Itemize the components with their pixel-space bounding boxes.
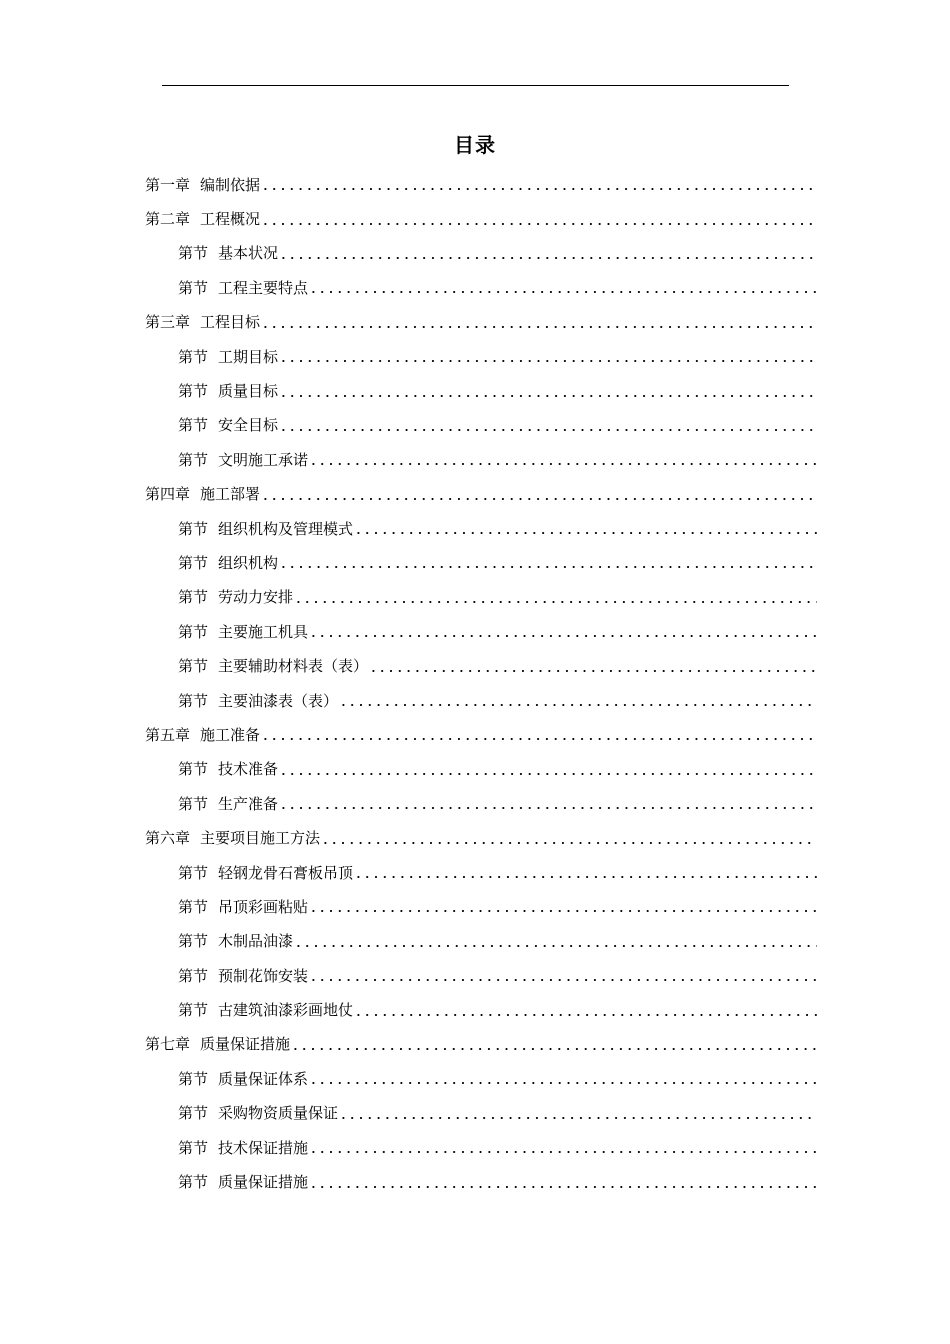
toc-dot-leader	[279, 349, 817, 363]
toc-entry-number: 第节	[178, 863, 209, 882]
toc-dot-leader	[309, 968, 817, 982]
toc-entry-label	[178, 1171, 308, 1192]
toc-section-entry[interactable]	[0, 1164, 950, 1198]
toc-entry-title: 轻钢龙骨石膏板吊顶	[218, 863, 354, 882]
toc-entry-label	[178, 518, 353, 539]
toc-entry-number: 第节	[178, 588, 209, 607]
toc-dot-leader	[261, 487, 817, 501]
toc-dot-leader	[261, 177, 817, 191]
toc-dot-leader	[261, 727, 817, 741]
toc-dot-leader	[261, 212, 817, 226]
toc-section-entry[interactable]	[0, 1096, 950, 1130]
toc-entry-number: 第节	[178, 897, 209, 916]
toc-entry-title: 组织机构	[218, 553, 279, 572]
toc-section-entry[interactable]	[0, 270, 950, 304]
toc-section-entry[interactable]	[0, 992, 950, 1026]
toc-entry-number: 第节	[178, 794, 209, 813]
toc-dot-leader	[339, 693, 817, 707]
toc-entry-title: 采购物资质量保证	[218, 1104, 339, 1123]
toc-entry-label	[178, 862, 353, 883]
toc-entry-title: 主要辅助材料表（表）	[218, 657, 369, 676]
toc-section-entry[interactable]	[0, 855, 950, 889]
toc-entry-number: 第一章	[145, 175, 191, 194]
toc-entry-title: 工程概况	[200, 210, 261, 229]
toc-dot-leader	[309, 624, 817, 638]
toc-dot-leader	[309, 899, 817, 913]
toc-dot-leader	[279, 796, 817, 810]
toc-entry-number: 第节	[178, 416, 209, 435]
toc-entry-number: 第节	[178, 382, 209, 401]
toc-section-entry[interactable]	[0, 924, 950, 958]
toc-entry-title: 主要油漆表（表）	[218, 691, 339, 710]
toc-entry-title: 吊顶彩画粘贴	[218, 897, 309, 916]
toc-entry-label	[145, 1033, 290, 1054]
toc-section-entry[interactable]	[0, 511, 950, 545]
toc-entry-title: 质量保证体系	[218, 1069, 309, 1088]
toc-entry-title: 古建筑油漆彩画地仗	[218, 1001, 354, 1020]
toc-dot-leader	[279, 246, 817, 260]
toc-entry-title: 主要施工机具	[218, 622, 309, 641]
toc-entry-title: 质量保证措施	[218, 1173, 309, 1192]
toc-entry-title: 施工部署	[200, 485, 261, 504]
toc-dot-leader	[291, 1037, 817, 1051]
toc-entry-label	[145, 827, 320, 848]
toc-dot-leader	[309, 280, 817, 294]
toc-entry-label	[178, 655, 368, 676]
toc-entry-number: 第节	[178, 1001, 209, 1020]
toc-entry-number: 第节	[178, 1104, 209, 1123]
toc-entry-label	[178, 414, 278, 435]
toc-dot-leader	[354, 1003, 817, 1017]
toc-entry-title: 工程目标	[200, 313, 261, 332]
toc-entry-label	[145, 724, 260, 745]
toc-entry-number: 第节	[178, 519, 209, 538]
toc-entry-label	[178, 965, 308, 986]
toc-section-entry[interactable]	[0, 958, 950, 992]
toc-section-entry[interactable]	[0, 786, 950, 820]
toc-entry-label	[178, 930, 293, 951]
toc-section-entry[interactable]	[0, 339, 950, 373]
toc-entry-title: 技术准备	[218, 760, 279, 779]
toc-entry-title: 施工准备	[200, 725, 261, 744]
toc-section-entry[interactable]	[0, 545, 950, 579]
toc-section-entry[interactable]	[0, 1061, 950, 1095]
toc-entry-title: 主要项目施工方法	[200, 829, 321, 848]
toc-entry-title: 质量目标	[218, 382, 279, 401]
toc-section-entry[interactable]	[0, 614, 950, 648]
toc-entry-label	[178, 999, 353, 1020]
toc-chapter-entry[interactable]	[0, 1027, 950, 1061]
toc-dot-leader	[261, 315, 817, 329]
toc-entry-number: 第六章	[145, 829, 191, 848]
toc-title: 目录	[454, 133, 496, 157]
toc-entry-number: 第节	[178, 932, 209, 951]
toc-section-entry[interactable]	[0, 408, 950, 442]
toc-entry-label	[178, 896, 308, 917]
toc-entry-title: 编制依据	[200, 175, 261, 194]
toc-entry-title: 生产准备	[218, 794, 279, 813]
toc-dot-leader	[369, 659, 817, 673]
toc-entry-label	[178, 586, 293, 607]
toc-chapter-entry[interactable]	[0, 477, 950, 511]
toc-entry-label	[178, 346, 278, 367]
toc-entry-number: 第节	[178, 622, 209, 641]
toc-entry-number: 第节	[178, 244, 209, 263]
toc-entry-number: 第三章	[145, 313, 191, 332]
toc-entry-number: 第节	[178, 691, 209, 710]
toc-entry-label	[145, 174, 260, 195]
toc-section-entry[interactable]	[0, 648, 950, 682]
header-rule	[162, 85, 789, 86]
toc-entry-number: 第节	[178, 1069, 209, 1088]
toc-section-entry[interactable]	[0, 373, 950, 407]
toc-dot-leader	[279, 762, 817, 776]
toc-dot-leader	[279, 418, 817, 432]
toc-entry-label	[178, 621, 308, 642]
toc-entry-number: 第节	[178, 553, 209, 572]
toc-entry-label	[178, 758, 278, 779]
toc-entry-label	[145, 208, 260, 229]
toc-entry-title: 基本状况	[218, 244, 279, 263]
toc-chapter-entry[interactable]	[0, 167, 950, 201]
toc-section-entry[interactable]	[0, 236, 950, 270]
toc-entry-label	[178, 793, 278, 814]
toc-entry-title: 劳动力安排	[218, 588, 294, 607]
toc-entry-number: 第节	[178, 966, 209, 985]
toc-entry-number: 第四章	[145, 485, 191, 504]
toc-list	[0, 167, 950, 1199]
toc-dot-leader	[294, 590, 817, 604]
toc-dot-leader	[279, 555, 817, 569]
toc-entry-title: 组织机构及管理模式	[218, 519, 354, 538]
toc-section-entry[interactable]	[0, 683, 950, 717]
toc-entry-label	[178, 1137, 308, 1158]
toc-dot-leader	[279, 384, 817, 398]
toc-section-entry[interactable]	[0, 1130, 950, 1164]
toc-entry-title: 木制品油漆	[218, 932, 294, 951]
toc-dot-leader	[354, 865, 817, 879]
toc-section-entry[interactable]	[0, 442, 950, 476]
toc-chapter-entry[interactable]	[0, 820, 950, 854]
toc-entry-number: 第五章	[145, 725, 191, 744]
toc-entry-label	[178, 242, 278, 263]
toc-dot-leader	[339, 1106, 817, 1120]
toc-entry-title: 预制花饰安装	[218, 966, 309, 985]
toc-entry-label	[178, 1102, 338, 1123]
toc-chapter-entry[interactable]	[0, 305, 950, 339]
toc-dot-leader	[309, 1140, 817, 1154]
toc-section-entry[interactable]	[0, 889, 950, 923]
toc-entry-number: 第节	[178, 760, 209, 779]
toc-entry-label	[145, 483, 260, 504]
toc-entry-title: 技术保证措施	[218, 1138, 309, 1157]
toc-entry-number: 第节	[178, 278, 209, 297]
toc-dot-leader	[309, 1175, 817, 1189]
toc-dot-leader	[321, 831, 817, 845]
toc-entry-number: 第节	[178, 657, 209, 676]
toc-entry-number: 第节	[178, 347, 209, 366]
toc-entry-label	[178, 1068, 308, 1089]
toc-dot-leader	[354, 521, 817, 535]
toc-entry-title: 文明施工承诺	[218, 450, 309, 469]
toc-section-entry[interactable]	[0, 580, 950, 614]
toc-dot-leader	[294, 934, 817, 948]
toc-entry-title: 安全目标	[218, 416, 279, 435]
toc-entry-number: 第二章	[145, 210, 191, 229]
toc-entry-title: 工程主要特点	[218, 278, 309, 297]
toc-entry-number: 第节	[178, 450, 209, 469]
toc-dot-leader	[309, 452, 817, 466]
toc-entry-label	[178, 277, 308, 298]
toc-entry-label	[178, 552, 278, 573]
toc-entry-title: 质量保证措施	[200, 1035, 291, 1054]
toc-entry-number: 第节	[178, 1173, 209, 1192]
toc-entry-label	[145, 311, 260, 332]
toc-entry-number: 第七章	[145, 1035, 191, 1054]
toc-entry-label	[178, 690, 338, 711]
toc-entry-title: 工期目标	[218, 347, 279, 366]
toc-entry-label	[178, 449, 308, 470]
toc-dot-leader	[309, 1071, 817, 1085]
toc-section-entry[interactable]	[0, 752, 950, 786]
toc-chapter-entry[interactable]	[0, 717, 950, 751]
toc-chapter-entry[interactable]	[0, 201, 950, 235]
toc-entry-label	[178, 380, 278, 401]
toc-entry-number: 第节	[178, 1138, 209, 1157]
